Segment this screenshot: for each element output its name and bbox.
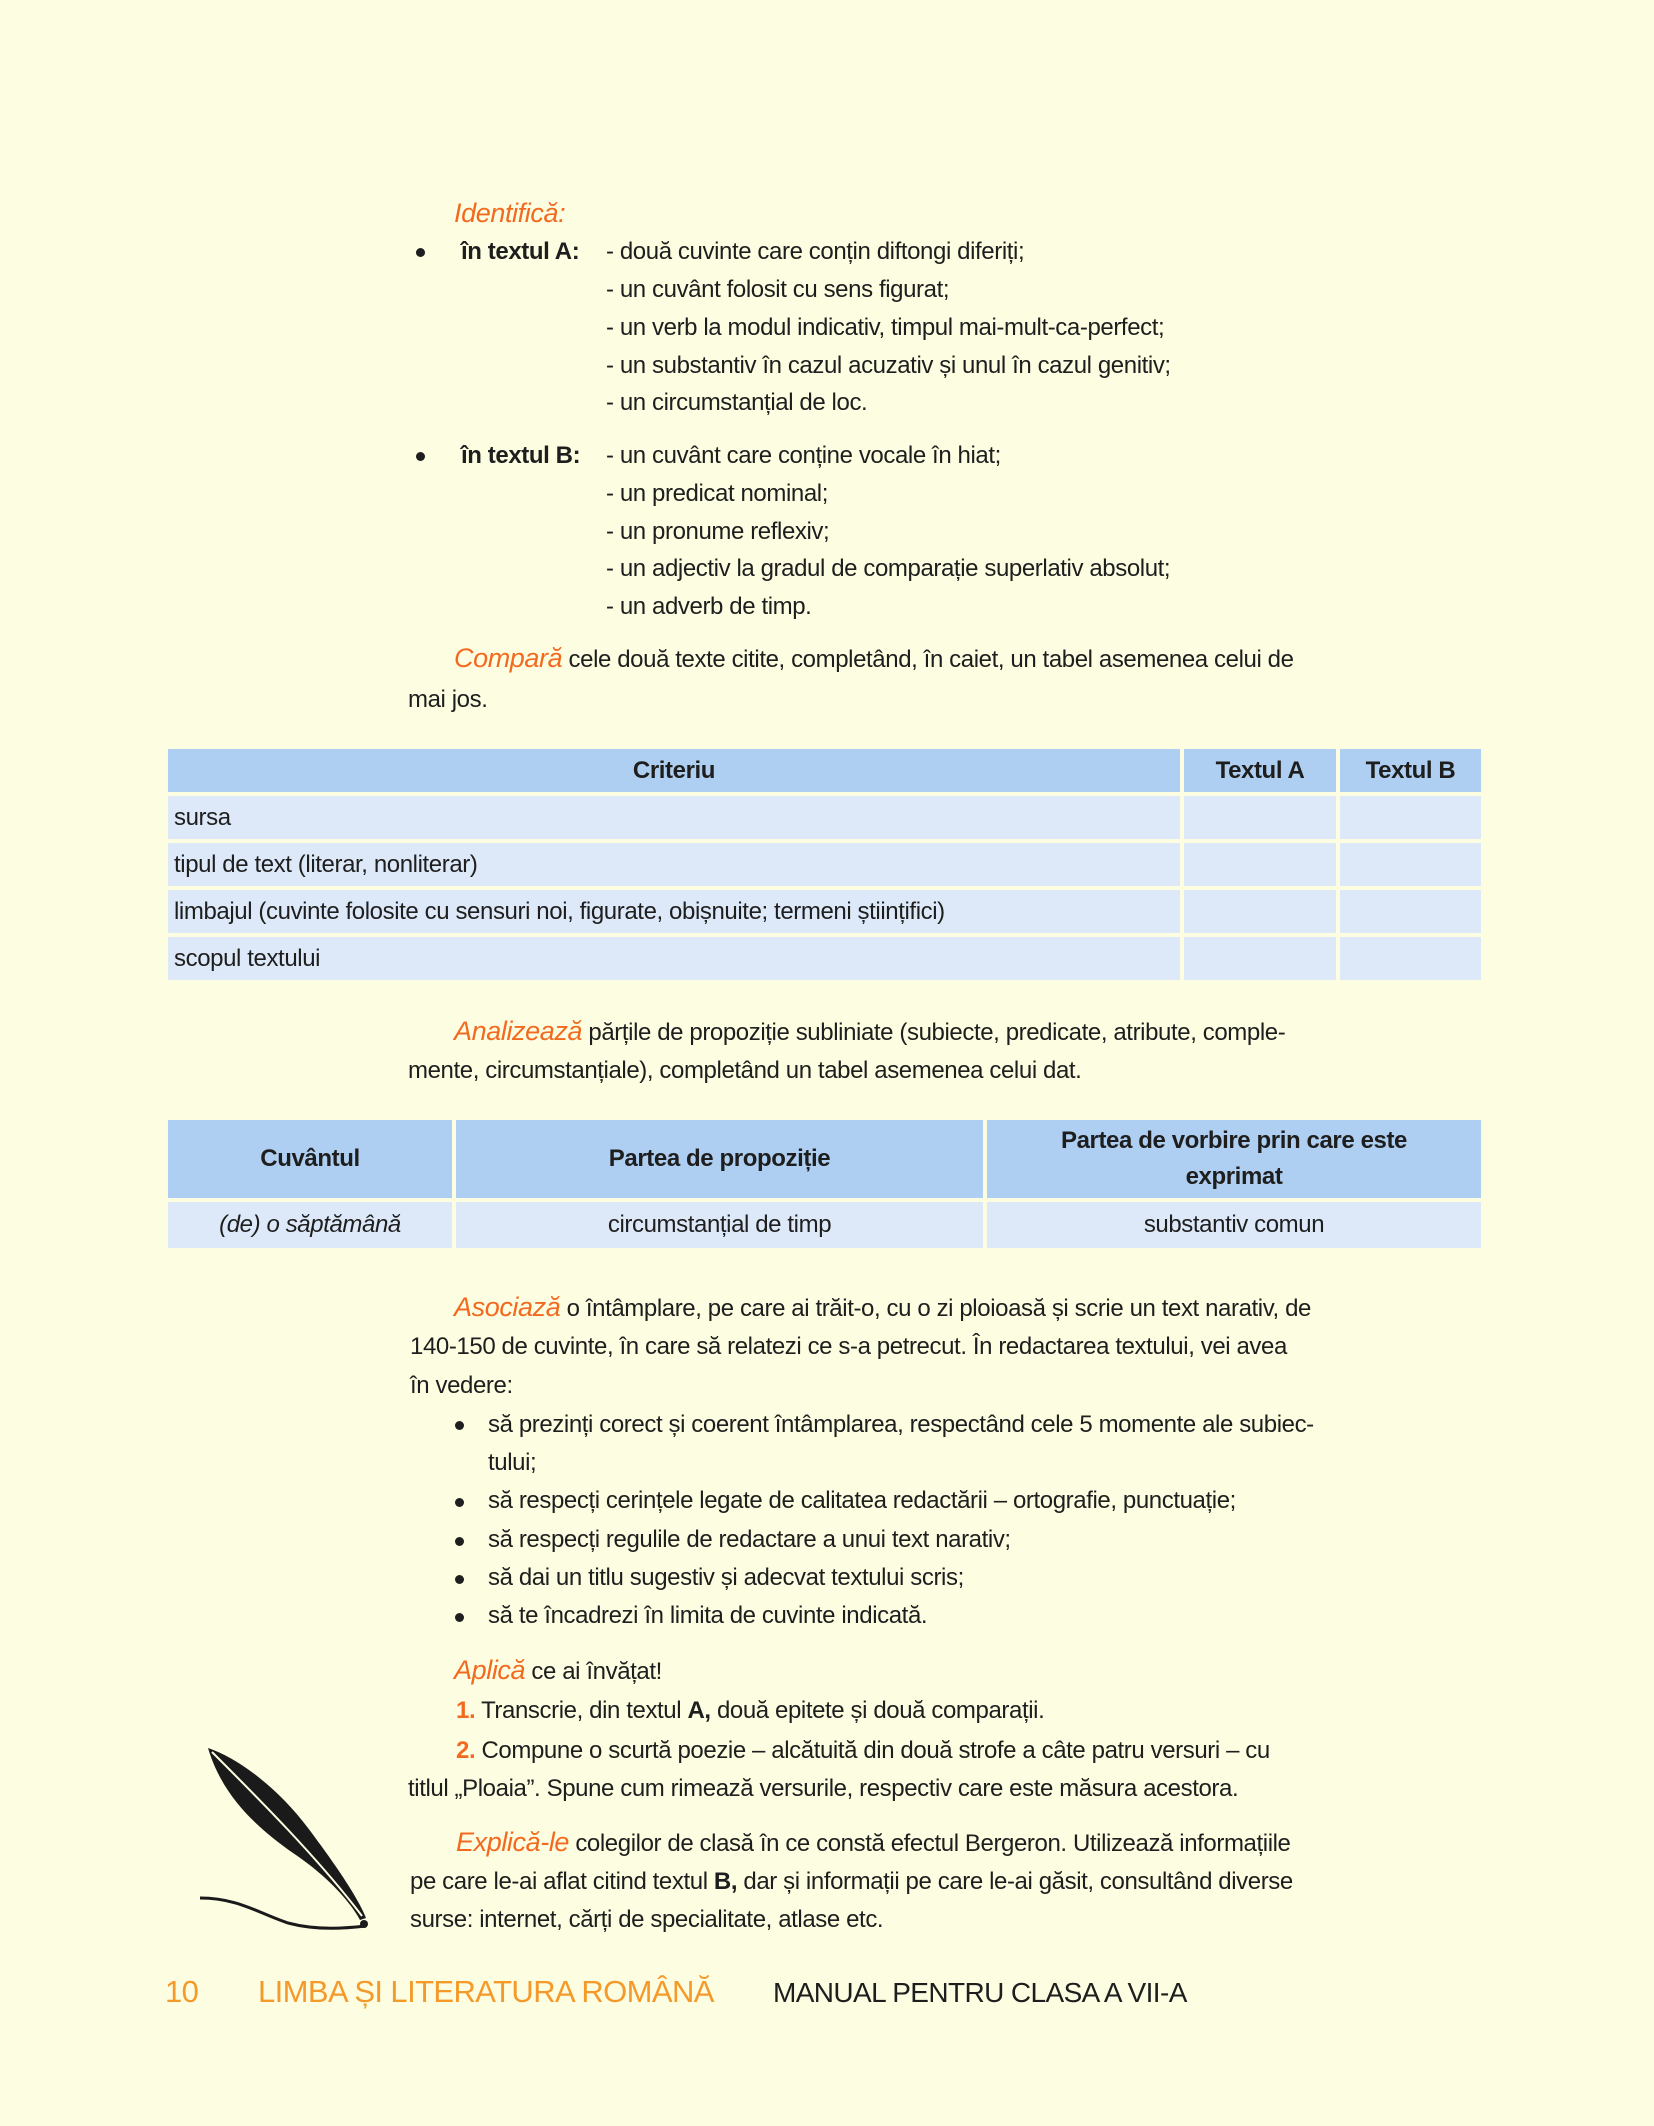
subject-title: LIMBA ȘI LITERATURA ROMÂNĂ	[258, 1974, 714, 2009]
text-b-item: - un pronume reflexiv;	[606, 518, 830, 545]
text-b-item: - un adjectiv la gradul de comparație superlativ absolut;	[606, 555, 1171, 582]
text-b-item: - un adverb de timp.	[606, 593, 812, 620]
associate-bullet: să prezinți corect și coerent întâmplarea, respectând cele 5 momente ale subiec-	[488, 1411, 1314, 1438]
feather-quill-icon	[198, 1738, 378, 1933]
part-of-speech-cell: substantiv comun	[987, 1202, 1481, 1248]
header-textul-a: Textul A	[1184, 749, 1336, 792]
bullet	[416, 452, 425, 461]
text-a-item: - un circumstanțial de loc.	[606, 389, 868, 416]
header-cuvantul: Cuvântul	[168, 1120, 452, 1198]
empty-cell	[1340, 890, 1481, 933]
header-textul-b: Textul B	[1340, 749, 1481, 792]
associate-bullet: să te încadrezi în limita de cuvinte indicată.	[488, 1602, 928, 1629]
bullet	[455, 1613, 464, 1622]
empty-cell	[1184, 843, 1336, 886]
item-bold: A,	[687, 1697, 711, 1724]
apply-text: ce ai învățat!	[531, 1658, 662, 1685]
item-text: două epitete și două comparații.	[710, 1697, 1045, 1724]
text-a-label	[461, 237, 579, 267]
apply-item-1	[456, 1696, 1044, 1726]
table-row	[168, 937, 1481, 980]
empty-cell	[1184, 937, 1336, 980]
empty-cell	[1184, 890, 1336, 933]
text-a-item: - două cuvinte care conțin diftongi diferiți;	[606, 238, 1025, 265]
bullet	[455, 1421, 464, 1430]
text-b-label	[461, 441, 580, 471]
item-text: Compune o scurtă poezie – alcătuită din două strofe a câte patru versuri – cu	[481, 1737, 1270, 1764]
associate-bullet: să respecți regulile de redactare a unui text narativ;	[488, 1526, 1011, 1553]
associate-line3: în vedere:	[410, 1372, 513, 1399]
header-criteriu: Criteriu	[168, 749, 1180, 792]
compare-text: cele două texte citite, completând, în caiet, un tabel asemenea celui de	[568, 646, 1294, 673]
manual-title: MANUAL PENTRU CLASA A VII-A	[773, 1977, 1187, 2008]
criterion-cell: limbajul (cuvinte folosite cu sensuri noi, figurate, obișnuite; termeni științifici)	[168, 890, 1180, 933]
bullet	[416, 248, 425, 257]
table-header-row	[168, 1120, 1481, 1198]
associate-line1	[454, 1292, 1311, 1324]
explain-text: pe care le-ai aflat citind textul	[410, 1868, 714, 1895]
text-b-item: - un cuvânt care conține vocale în hiat;	[606, 442, 1001, 469]
item-text: Transcrie, din textul	[481, 1697, 688, 1724]
empty-cell	[1184, 796, 1336, 839]
compare-line2: mai jos.	[408, 686, 488, 713]
table-row	[168, 843, 1481, 886]
explain-text: dar și informații pe care le-ai găsit, consultând diverse	[737, 1868, 1293, 1895]
associate-text: o întâmplare, pe care ai trăit-o, cu o zi ploioasă și scrie un text narativ, de	[566, 1295, 1311, 1322]
text-a-label-text: în textul A:	[461, 238, 580, 265]
associate-bullet: să respecți cerințele legate de calitatea redactării – ortografie, punctuație;	[488, 1487, 1236, 1514]
apply-item-2-cont: titlul „Ploaia”. Spune cum rimează versurile, respectiv care este măsura acestora.	[408, 1775, 1239, 1802]
text-a-item: - un verb la modul indicativ, timpul mai-mult-ca-perfect;	[606, 314, 1165, 341]
analyze-table	[164, 1116, 1485, 1252]
header-partea-de-vorbire: Partea de vorbire prin care este exprimat	[987, 1120, 1481, 1198]
text-a-item: - un substantiv în cazul acuzativ și unul în cazul genitiv;	[606, 352, 1171, 379]
apply-item-2	[456, 1736, 1270, 1766]
empty-cell	[1340, 796, 1481, 839]
analyze-text: părțile de propoziție subliniate (subiecte, predicate, atribute, comple-	[588, 1019, 1286, 1046]
word-cell: (de) o săptămână	[168, 1202, 452, 1248]
criterion-cell: sursa	[168, 796, 1180, 839]
header-partea-de-propozitie: Partea de propoziție	[456, 1120, 983, 1198]
text-b-label-text: în textul B:	[461, 442, 581, 469]
bullet	[455, 1498, 464, 1507]
compare-keyword: Compară	[454, 643, 563, 673]
analyze-line1	[454, 1016, 1285, 1048]
table-row	[168, 796, 1481, 839]
associate-line2: 140-150 de cuvinte, în care să relatezi ce s-a petrecut. În redactarea textului, vei avea	[410, 1333, 1287, 1360]
table-header-row	[168, 749, 1481, 792]
bullet	[455, 1537, 464, 1546]
compare-line1	[454, 643, 1294, 675]
identify-heading: Identifică:	[454, 198, 566, 228]
criterion-cell: tipul de text (literar, nonliterar)	[168, 843, 1180, 886]
table-row	[168, 1202, 1481, 1248]
explain-text: colegilor de clasă în ce constă efectul Bergeron. Utilizează informațiile	[575, 1830, 1291, 1857]
compare-table	[164, 745, 1485, 984]
apply-keyword: Aplică	[454, 1655, 526, 1685]
associate-keyword: Asociază	[454, 1292, 561, 1322]
explain-line2	[410, 1867, 1293, 1897]
criterion-cell: scopul textului	[168, 937, 1180, 980]
associate-bullet-cont: tului;	[488, 1449, 537, 1476]
apply-heading	[454, 1655, 662, 1687]
explain-keyword: Explică-le	[456, 1827, 570, 1857]
explain-line1	[456, 1827, 1291, 1859]
empty-cell	[1340, 937, 1481, 980]
sentence-part-cell: circumstanțial de timp	[456, 1202, 983, 1248]
empty-cell	[1340, 843, 1481, 886]
analyze-line2: mente, circumstanțiale), completând un tabel asemenea celui dat.	[408, 1057, 1082, 1084]
analyze-keyword: Analizează	[454, 1016, 583, 1046]
text-b-item: - un predicat nominal;	[606, 480, 828, 507]
page-number: 10	[165, 1974, 199, 2009]
bullet	[455, 1575, 464, 1584]
item-number: 2.	[456, 1737, 476, 1764]
table-row	[168, 890, 1481, 933]
text-a-item: - un cuvânt folosit cu sens figurat;	[606, 276, 950, 303]
associate-bullet: să dai un titlu sugestiv și adecvat textului scris;	[488, 1564, 964, 1591]
item-number: 1.	[456, 1697, 476, 1724]
explain-bold: B,	[713, 1868, 738, 1895]
explain-line3: surse: internet, cărți de specialitate, atlase etc.	[410, 1906, 884, 1933]
